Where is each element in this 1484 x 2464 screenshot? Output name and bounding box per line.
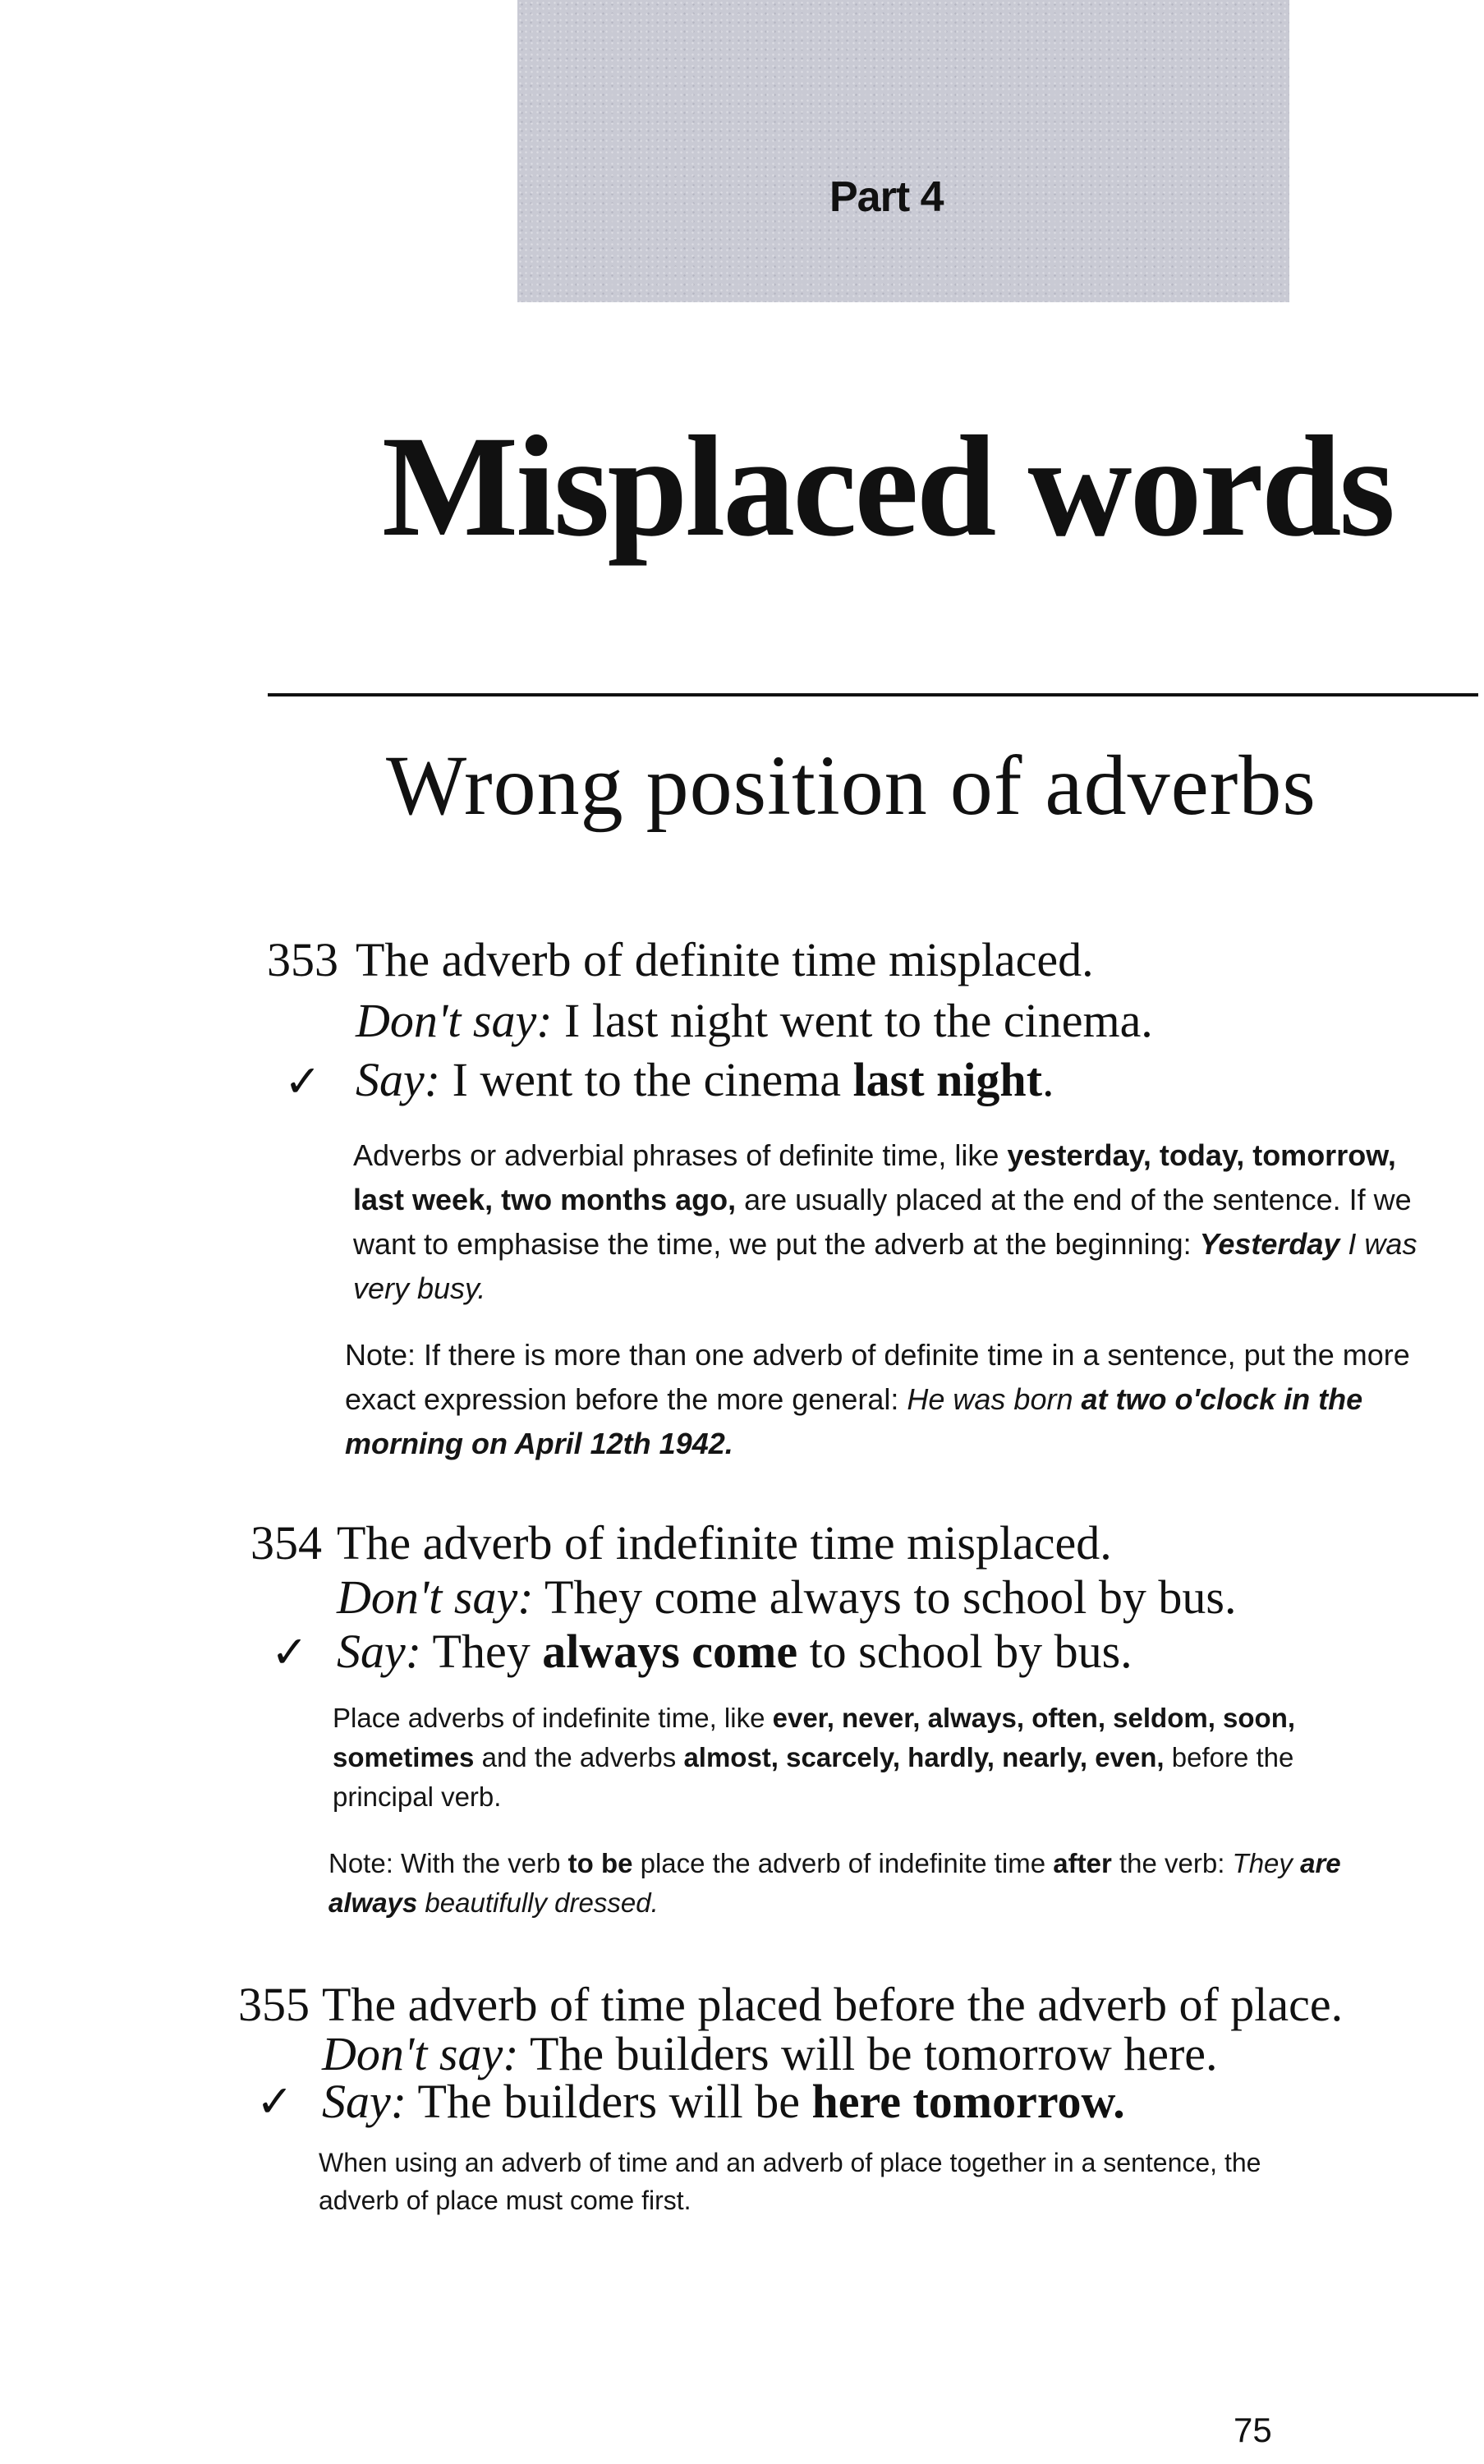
- explanation-text: Place adverbs of indefinite time, like: [333, 1703, 773, 1733]
- say-label: Say:: [356, 1053, 441, 1106]
- entry-number: 353: [267, 933, 338, 986]
- dont-say-line: [322, 2027, 1218, 2080]
- explanation-bold: ever, never, always, often, seldom, soon, sometimes: [333, 1703, 1296, 1772]
- dont-say-text: They come always to school by bus.: [544, 1570, 1237, 1624]
- example-bold: Yesterday: [1199, 1227, 1340, 1261]
- say-line: [337, 1625, 1133, 1678]
- say-emphasis: here tomorrow.: [811, 2075, 1125, 2128]
- checkmark-icon: ✓: [271, 1626, 309, 1678]
- explanation-text: before the principal verb.: [333, 1742, 1294, 1812]
- dont-say-label: Don't say:: [322, 2027, 519, 2080]
- note-bold: after: [1053, 1848, 1112, 1878]
- entry-number: 355: [238, 1978, 310, 2031]
- say-emphasis: last night: [852, 1053, 1043, 1106]
- say-text: They: [432, 1625, 543, 1678]
- note-text: Note: With the verb: [329, 1848, 568, 1878]
- say-text: The builders will be: [417, 2075, 812, 2128]
- explanation-text: Adverbs or adverbial phrases of definite time, like: [353, 1138, 1008, 1172]
- explanation-paragraph: [319, 2144, 1321, 2219]
- note-text: the verb:: [1111, 1848, 1233, 1878]
- note-paragraph: [345, 1333, 1413, 1466]
- part-tab-background: [517, 0, 1289, 302]
- dont-say-line: [337, 1570, 1237, 1624]
- section-title: Wrong position of adverbs: [386, 738, 1316, 833]
- dont-say-text: The builders will be tomorrow here.: [530, 2027, 1218, 2080]
- explanation-bold: yesterday, today, tomorrow, last week, two months ago,: [353, 1138, 1396, 1216]
- note-bold: to be: [567, 1848, 633, 1878]
- entry-heading: The adverb of definite time misplaced.: [356, 933, 1094, 986]
- explanation-text: are usually placed at the end of the sentence. If we want to emphasise the time, we put the adverb at the beginning:: [353, 1183, 1412, 1261]
- note-paragraph: [329, 1844, 1355, 1923]
- say-line: [356, 1053, 1054, 1106]
- divider-rule-left: [268, 693, 718, 696]
- dont-say-label: Don't say:: [337, 1570, 534, 1624]
- example-italic: I was very busy.: [353, 1227, 1417, 1305]
- entry-number: 354: [250, 1516, 322, 1570]
- say-end: to school by bus.: [797, 1625, 1133, 1678]
- chapter-title: Misplaced words: [382, 407, 1393, 567]
- explanation-paragraph: [333, 1699, 1343, 1817]
- explanation-text: and the adverbs: [474, 1742, 684, 1772]
- dont-say-text: I last night went to the cinema.: [564, 994, 1153, 1047]
- say-label: Say:: [322, 2075, 407, 2128]
- note-example-bold: at two o'clock in the morning on April 12th 1942.: [345, 1382, 1363, 1460]
- explanation-paragraph: [353, 1133, 1421, 1311]
- dont-say-label: Don't say:: [356, 994, 553, 1047]
- part-label: Part 4: [829, 173, 944, 221]
- note-text: Note: If there is more than one adverb of definite time in a sentence, put the more exact expression before the more general:: [345, 1338, 1410, 1416]
- say-end: .: [1042, 1053, 1054, 1106]
- dont-say-line: [356, 994, 1153, 1047]
- divider-rule-right: [718, 693, 1478, 696]
- checkmark-icon: ✓: [284, 1055, 322, 1107]
- page-number: 75: [1234, 2411, 1272, 2449]
- note-example-italic: beautifully dressed.: [417, 1887, 659, 1918]
- checkmark-icon: ✓: [256, 2076, 294, 2127]
- say-emphasis: always come: [542, 1625, 798, 1678]
- note-example-italic: They: [1232, 1848, 1301, 1878]
- say-line: [322, 2075, 1125, 2128]
- say-text: I went to the cinema: [452, 1053, 853, 1106]
- explanation-text: When using an adverb of time and an adverb of place together in a sentence, the adverb of place must come first.: [319, 2148, 1261, 2215]
- note-example-bold: are always: [329, 1848, 1341, 1918]
- entry-heading: The adverb of indefinite time misplaced.: [337, 1516, 1112, 1570]
- explanation-bold: almost, scarcely, hardly, nearly, even,: [683, 1742, 1165, 1772]
- say-label: Say:: [337, 1625, 422, 1678]
- entry-heading: The adverb of time placed before the adverb of place.: [322, 1978, 1344, 2031]
- note-example-italic: He was born: [907, 1382, 1082, 1416]
- note-text: place the adverb of indefinite time: [632, 1848, 1054, 1878]
